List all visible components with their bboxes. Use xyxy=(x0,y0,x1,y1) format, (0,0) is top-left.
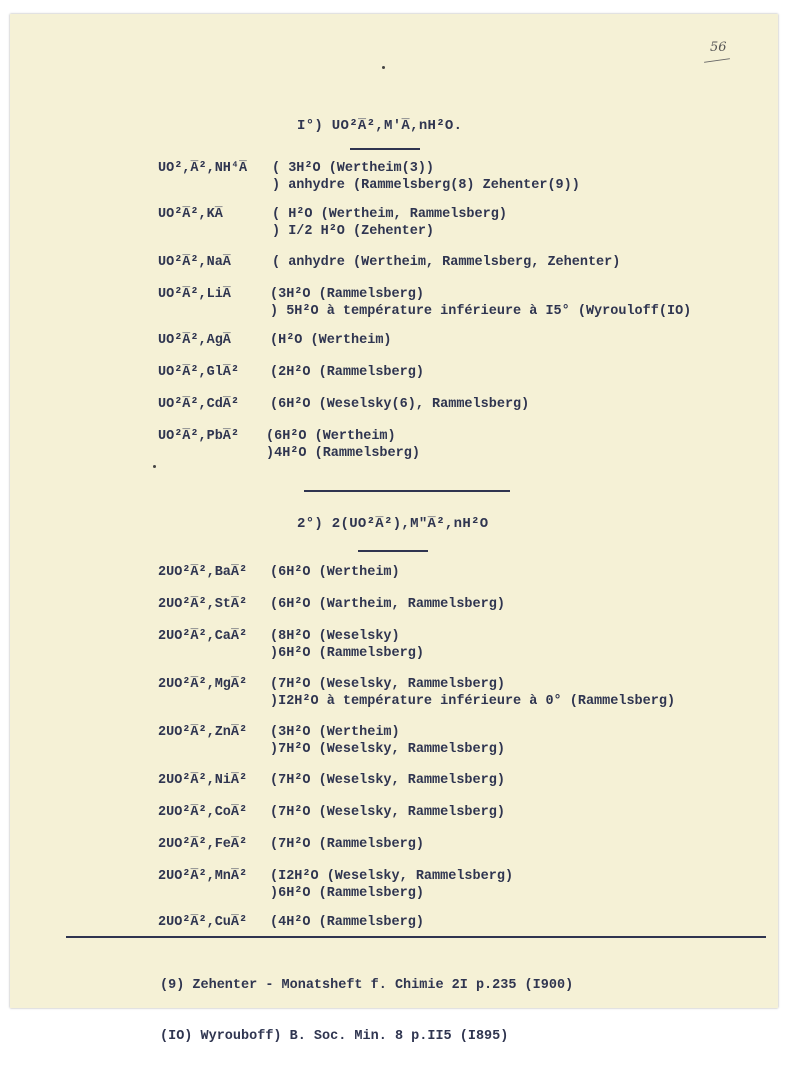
hydration-note-line: (7H²O (Weselsky, Rammelsberg) xyxy=(270,677,505,692)
hydration-note-line: ( H²O (Wertheim, Rammelsberg) xyxy=(272,207,507,222)
compound-formula: 2UO²A̅²,StA̅² xyxy=(158,597,248,612)
hydration-notes xyxy=(270,772,505,789)
section-divider-rule xyxy=(304,490,510,492)
page-number-underline xyxy=(704,58,730,63)
ink-dot xyxy=(153,465,156,468)
hydration-note-line: ( anhydre (Wertheim, Rammelsberg, Zehenter) xyxy=(272,255,621,270)
hydration-note-line: (7H²O (Rammelsberg) xyxy=(270,837,424,852)
hydration-note-line: )4H²O (Rammelsberg) xyxy=(266,446,420,461)
hydration-note-line: (3H²O (Rammelsberg) xyxy=(270,287,424,302)
compound-formula: UO²A̅²,AgA̅ xyxy=(158,333,231,348)
hydration-note-line: (6H²O (Weselsky(6), Rammelsberg) xyxy=(270,397,530,412)
hydration-note-line: ( 3H²O (Wertheim(3)) xyxy=(272,161,435,176)
hydration-notes xyxy=(270,286,691,320)
hydration-notes xyxy=(270,676,675,710)
hydration-note-line: )7H²O (Weselsky, Rammelsberg) xyxy=(270,742,505,757)
compound-formula: UO²A̅²,KA̅ xyxy=(158,207,223,222)
hydration-notes xyxy=(270,868,513,902)
hydration-notes xyxy=(270,596,505,613)
hydration-notes xyxy=(270,332,392,349)
compound-formula: 2UO²A̅²,CoA̅² xyxy=(158,805,248,820)
hydration-note-line: ) anhydre (Rammelsberg(8) Zehenter(9)) xyxy=(272,178,580,193)
hydration-notes xyxy=(270,836,424,853)
compound-formula: 2UO²A̅²,CaA̅² xyxy=(158,629,248,644)
hydration-note-line: )6H²O (Rammelsberg) xyxy=(270,886,424,901)
compound-formula: UO²A̅²,LiA̅ xyxy=(158,287,231,302)
hydration-note-line: (6H²O (Wertheim) xyxy=(270,565,400,580)
hydration-note-line: ) 5H²O à température inférieure à I5° (Wyrouloff(IO) xyxy=(270,304,692,319)
compound-formula: 2UO²A̅²,MgA̅² xyxy=(158,677,248,692)
hydration-note-line: )I2H²O à température inférieure à 0° (Rammelsberg) xyxy=(270,694,676,709)
section-2-title-rule xyxy=(358,550,428,552)
hydration-notes xyxy=(270,724,505,758)
section-2-title: 2°) 2(UO²A̅²),M"A̅²,nH²O xyxy=(297,516,489,532)
hydration-notes xyxy=(270,396,529,413)
hydration-note-line: )6H²O (Rammelsberg) xyxy=(270,646,424,661)
hydration-note-line: (8H²O (Weselsky) xyxy=(270,629,400,644)
hydration-note-line: (7H²O (Weselsky, Rammelsberg) xyxy=(270,773,505,788)
hydration-notes xyxy=(266,428,420,462)
hydration-note-line: (3H²O (Wertheim) xyxy=(270,725,400,740)
document-page xyxy=(10,14,778,1044)
hydration-note-line: (I2H²O (Weselsky, Rammelsberg) xyxy=(270,869,514,884)
page-number: 56 xyxy=(710,40,727,55)
footnote-9: (9) Zehenter - Monatsheft f. Chimie 2I p.235 (I900) xyxy=(160,978,574,993)
hydration-notes xyxy=(270,628,424,662)
footnote-10: (IO) Wyrouboff) B. Soc. Min. 8 p.II5 (I895) xyxy=(160,1029,509,1044)
hydration-notes xyxy=(272,254,620,271)
hydration-notes xyxy=(270,564,400,581)
compound-formula: UO²A̅²,GlA̅² xyxy=(158,365,240,380)
compound-formula: 2UO²A̅²,ZnA̅² xyxy=(158,725,248,740)
hydration-note-line: (2H²O (Rammelsberg) xyxy=(270,365,424,380)
hydration-note-line: ) I/2 H²O (Zehenter) xyxy=(272,224,435,239)
footnote-rule xyxy=(66,936,766,938)
hydration-notes xyxy=(270,914,424,931)
hydration-note-line: (6H²O (Wartheim, Rammelsberg) xyxy=(270,597,505,612)
compound-formula: UO²A̅²,PbA̅² xyxy=(158,429,240,444)
footnotes xyxy=(160,943,573,1079)
section-1-title-rule xyxy=(350,148,420,150)
hydration-note-line: (7H²O (Weselsky, Rammelsberg) xyxy=(270,805,505,820)
compound-formula: 2UO²A̅²,BaA̅² xyxy=(158,565,248,580)
hydration-note-line: (H²O (Wertheim) xyxy=(270,333,392,348)
hydration-notes xyxy=(270,804,505,821)
hydration-note-line: (4H²O (Rammelsberg) xyxy=(270,915,424,930)
hydration-note-line: (6H²O (Wertheim) xyxy=(266,429,396,444)
compound-formula: 2UO²A̅²,FeA̅² xyxy=(158,837,248,852)
hydration-notes xyxy=(270,364,424,381)
hydration-notes xyxy=(272,160,580,194)
compound-formula: 2UO²A̅²,NiA̅² xyxy=(158,773,248,788)
ink-dot xyxy=(382,66,385,69)
compound-formula: UO²A̅²,NaA̅ xyxy=(158,255,231,270)
section-1-title: I°) UO²A̅²,M'A̅,nH²O. xyxy=(297,118,463,134)
hydration-notes xyxy=(272,206,507,240)
compound-formula: UO²A̅²,CdA̅² xyxy=(158,397,240,412)
compound-formula: 2UO²A̅²,MnA̅² xyxy=(158,869,248,884)
compound-formula: 2UO²A̅²,CuA̅² xyxy=(158,915,248,930)
compound-formula: UO²,A̅²,NH⁴A̅ xyxy=(158,161,248,176)
